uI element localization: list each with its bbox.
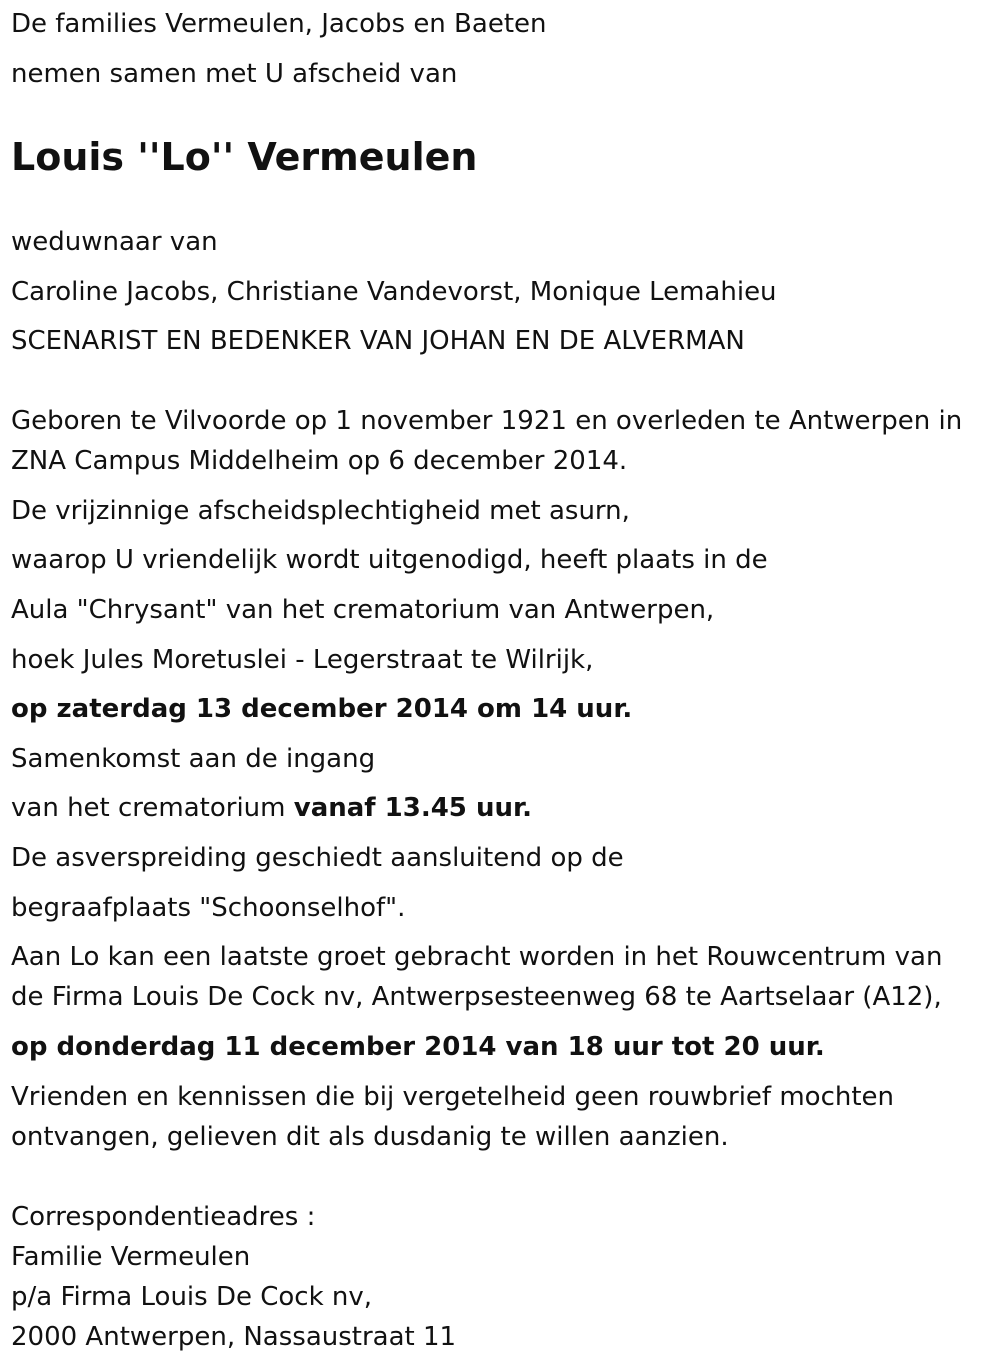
spouses-line: Caroline Jacobs, Christiane Vandevorst, Monique Lemahieu: [11, 277, 777, 307]
correspondence-label: Correspondentieadres :: [11, 1202, 316, 1232]
birth-death-line-2: ZNA Campus Middelheim op 6 december 2014.: [11, 446, 628, 476]
ceremony-line-1: De vrijzinnige afscheidsplechtigheid met asurn,: [11, 496, 630, 526]
farewell-line: nemen samen met U afscheid van: [11, 59, 458, 89]
families-line: De families Vermeulen, Jacobs en Baeten: [11, 9, 547, 39]
ceremony-line-4: hoek Jules Moretuslei - Legerstraat te Wilrijk,: [11, 645, 594, 675]
ceremony-line-3: Aula "Chrysant" van het crematorium van Antwerpen,: [11, 595, 715, 625]
visitation-line-2: de Firma Louis De Cock nv, Antwerpsesteenweg 68 te Aartselaar (A12),: [11, 982, 942, 1012]
notice-line-2: ontvangen, gelieven dit als dusdanig te willen aanzien.: [11, 1122, 729, 1152]
occupation-line: SCENARIST EN BEDENKER VAN JOHAN EN DE ALVERMAN: [11, 326, 745, 356]
gathering-line-2: [11, 795, 532, 821]
ceremony-line-2: waarop U vriendelijk wordt uitgenodigd, heeft plaats in de: [11, 545, 768, 575]
ceremony-date: op zaterdag 13 december 2014 om 14 uur.: [11, 694, 633, 724]
gathering-prefix: van het crematorium: [11, 793, 294, 823]
gathering-time: vanaf 13.45 uur.: [293, 793, 532, 823]
notice-line-1: Vrienden en kennissen die bij vergetelheid geen rouwbrief mochten: [11, 1082, 895, 1112]
correspondence-name: Familie Vermeulen: [11, 1242, 251, 1272]
deceased-name: Louis ''Lo'' Vermeulen: [11, 135, 478, 179]
visitation-date: op donderdag 11 december 2014 van 18 uur tot 20 uur.: [11, 1032, 825, 1062]
ashes-line-2: begraafplaats "Schoonselhof".: [11, 893, 406, 923]
widower-label: weduwnaar van: [11, 227, 218, 257]
visitation-line-1: Aan Lo kan een laatste groet gebracht worden in het Rouwcentrum van: [11, 942, 943, 972]
correspondence-address: 2000 Antwerpen, Nassaustraat 11: [11, 1322, 457, 1352]
gathering-line-1: Samenkomst aan de ingang: [11, 744, 376, 774]
correspondence-care-of: p/a Firma Louis De Cock nv,: [11, 1282, 373, 1312]
ashes-line-1: De asverspreiding geschiedt aansluitend op de: [11, 843, 624, 873]
birth-death-line-1: Geboren te Vilvoorde op 1 november 1921 en overleden te Antwerpen in: [11, 406, 963, 436]
